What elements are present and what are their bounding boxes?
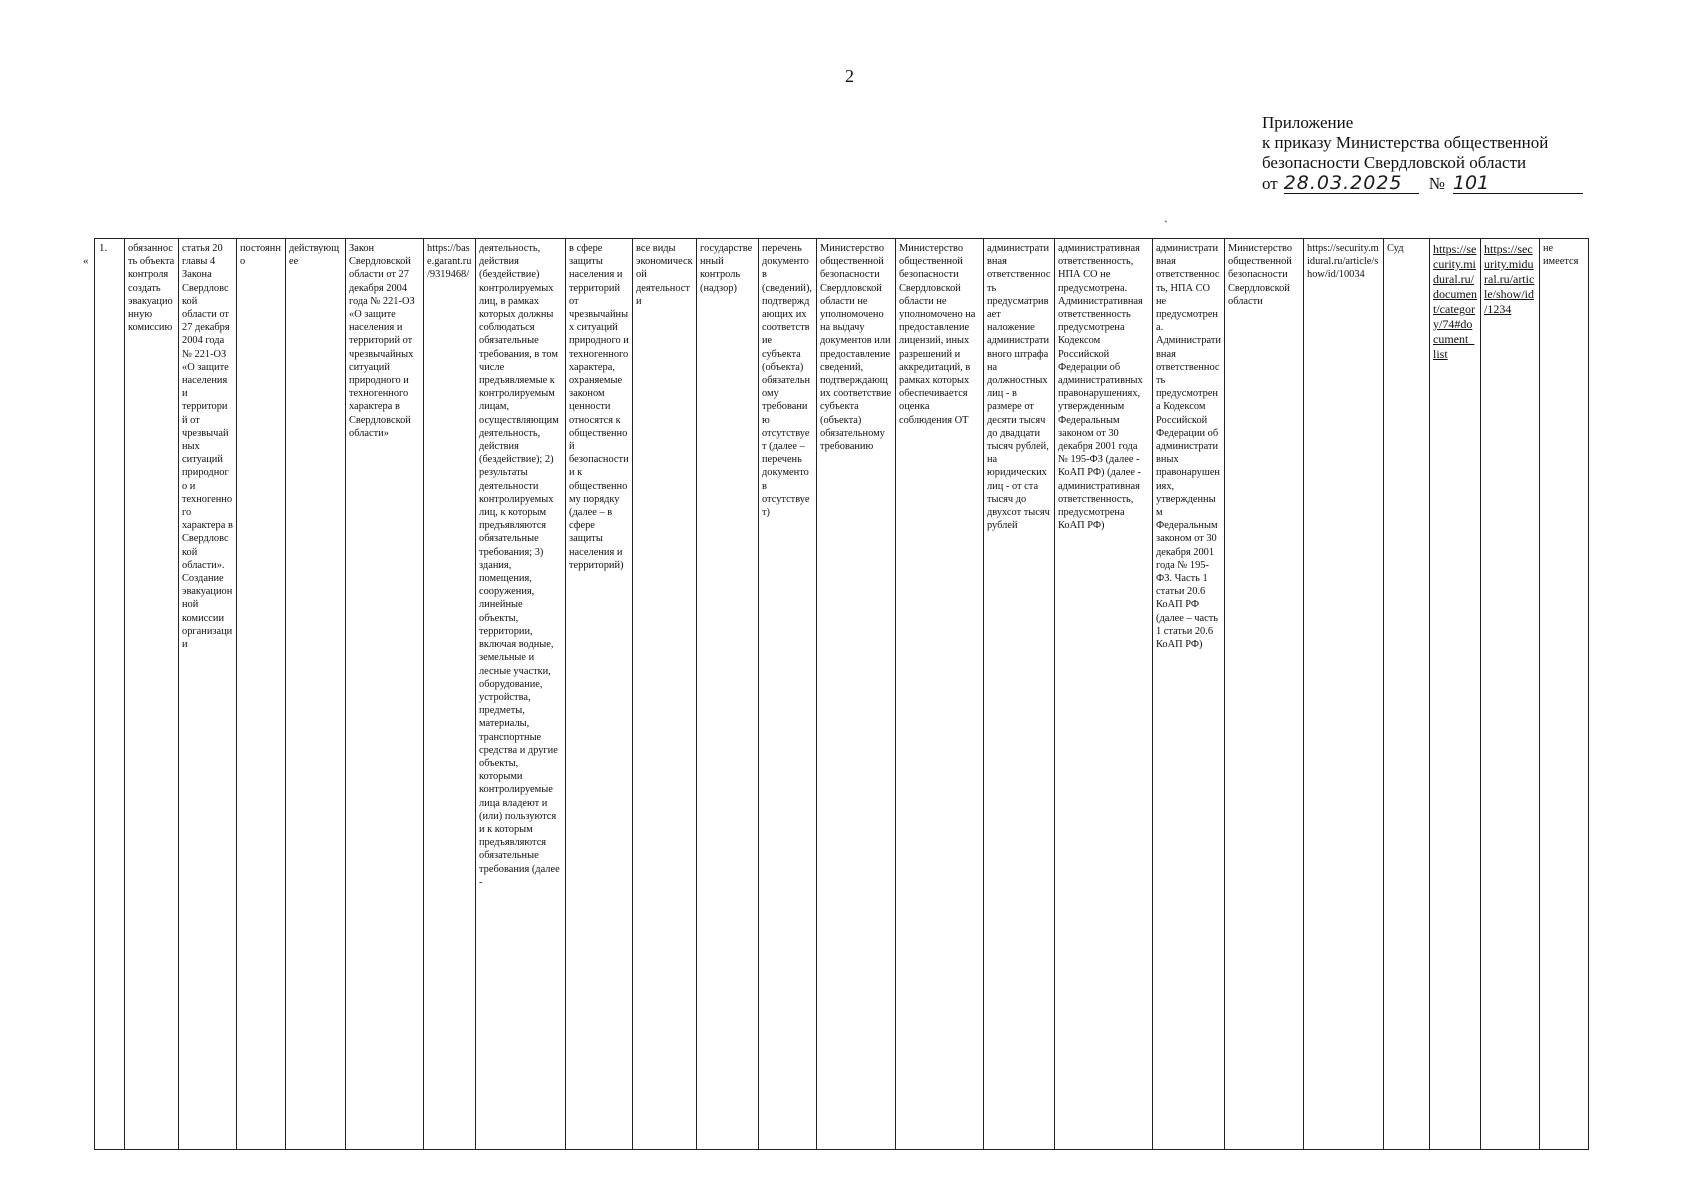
order-number: 101	[1453, 173, 1583, 194]
page-number: 2	[845, 66, 854, 86]
cell-act-link: https://base.garant.ru/9319468/	[424, 239, 476, 1150]
cell-court: Суд	[1384, 239, 1430, 1150]
cell-guidance-link[interactable]: https://security.midural.ru/article/show/id/1234	[1481, 239, 1540, 1150]
cell-control-type: государственный контроль (надзор)	[697, 239, 759, 1150]
requirements-table	[94, 238, 1589, 1150]
cell-notes: не имеется	[1540, 239, 1589, 1150]
row-open-quote: «	[83, 255, 89, 267]
order-date: 28.03.2025	[1284, 173, 1419, 194]
appendix-header	[1262, 113, 1682, 194]
cell-requirement: обязанность объекта контроля создать эвакуационную комиссию	[125, 239, 179, 1150]
cell-row-number: 1.	[95, 239, 125, 1150]
cell-sphere: в сфере защиты населения и территорий от чрезвычайных ситуаций природного и техногенного характера, охраняемые законом ценности относятся к общественной безопасности и к общественному порядку (далее – в сфере защиты населения и территорий)	[566, 239, 633, 1150]
cell-body-link: https://security.midural.ru/article/show/id/10034	[1304, 239, 1384, 1150]
cell-activity-types: все виды экономической деятельности	[633, 239, 697, 1150]
cell-liability-federal: административная ответственность, НПА СО не предусмотрена. Административная ответственность предусмотрена Кодексом Российской Федерации об административных правонарушениях, утвержденным Федеральным законом от 30 декабря 2001 года № 195-ФЗ. Часть 1 статьи 20.6 КоАП РФ (далее – часть 1 статьи 20.6 КоАП РФ)	[1153, 239, 1225, 1150]
cell-liability-regional: административная ответственность, НПА СО не предусмотрена. Административная ответственность предусмотрена Кодексом Российской Федерации об административных правонарушениях, утвержденным Федеральным законом от 30 декабря 2001 года № 195-ФЗ (далее - КоАП РФ) (далее - административная ответственность, предусмотрена КоАП РФ)	[1055, 239, 1153, 1150]
from-label: от	[1262, 174, 1278, 193]
appendix-title: Приложение	[1262, 113, 1354, 132]
cell-validity-period: постоянно	[237, 239, 286, 1150]
table-row	[95, 239, 1589, 1150]
appendix-line-2: к приказу Министерства общественной	[1262, 133, 1549, 152]
appendix-line-3: безопасности Свердловской области	[1262, 153, 1527, 172]
cell-documents-link[interactable]: https://security.midural.ru/document/category/74#document_list	[1430, 239, 1481, 1150]
cell-licensing: Министерство общественной безопасности Свердловской области не уполномочено на предоставление лицензий, иных разрешений и аккредитаций, в рамках которых обеспечивается оценка соблюдения ОТ	[896, 239, 984, 1150]
order-date-number	[1262, 173, 1682, 194]
cell-documents-list: перечень документов (сведений), подтверждающих их соответствие субъекта (объекта) обязательному требованию отсутствует (далее – перечень документов отсутствует)	[759, 239, 817, 1150]
cell-liability: административная ответственность предусматривает наложение административного штрафа на должностных лиц - в размере от десяти тысяч до двадцати тысяч рублей, на юридических лиц - от ста тысяч до двухсот тысяч рублей	[984, 239, 1055, 1150]
cell-control-objects: деятельность, действия (бездействие) контролируемых лиц, в рамках которых должны соблюдаться обязательные требования, в том числе предъявляемые к контролируемым лицам, осуществляющим деятельность, действия (бездействие); 2) результаты деятельности контролируемых лиц, к которым предъявляются обязательные требования; 3) здания, помещения, сооружения, линейные объекты, территории, включая водные, земельные и лесные участки, оборудование, устройства, предметы, материалы, транспортные средства и другие объекты, которыми контролируемые лица владеют и (или) пользуются и к которым предъявляются обязательные требования (далее -	[476, 239, 566, 1150]
cell-issuing-authority: Министерство общественной безопасности Свердловской области не уполномочено на выдачу документов или предоставление сведений, подтверждающих соответствие субъекта (объекта) обязательному требованию	[817, 239, 896, 1150]
cell-legal-act: Закон Свердловской области от 27 декабря 2004 года № 221-ОЗ «О защите населения и территорий от чрезвычайных ситуаций природного и техногенного характера в Свердловской области»	[346, 239, 424, 1150]
stray-mark: `	[1164, 218, 1168, 232]
cell-structural-unit: статья 20 главы 4 Закона Свердловской области от 27 декабря 2004 года № 221-ОЗ «О защите населения и территорий от чрезвычайных ситуаций природного и техногенного характера в Свердловской области». Создание эвакуационной комиссии организации	[179, 239, 237, 1150]
cell-control-body: Министерство общественной безопасности Свердловской области	[1225, 239, 1304, 1150]
number-label: №	[1428, 174, 1445, 193]
cell-status: действующее	[286, 239, 346, 1150]
